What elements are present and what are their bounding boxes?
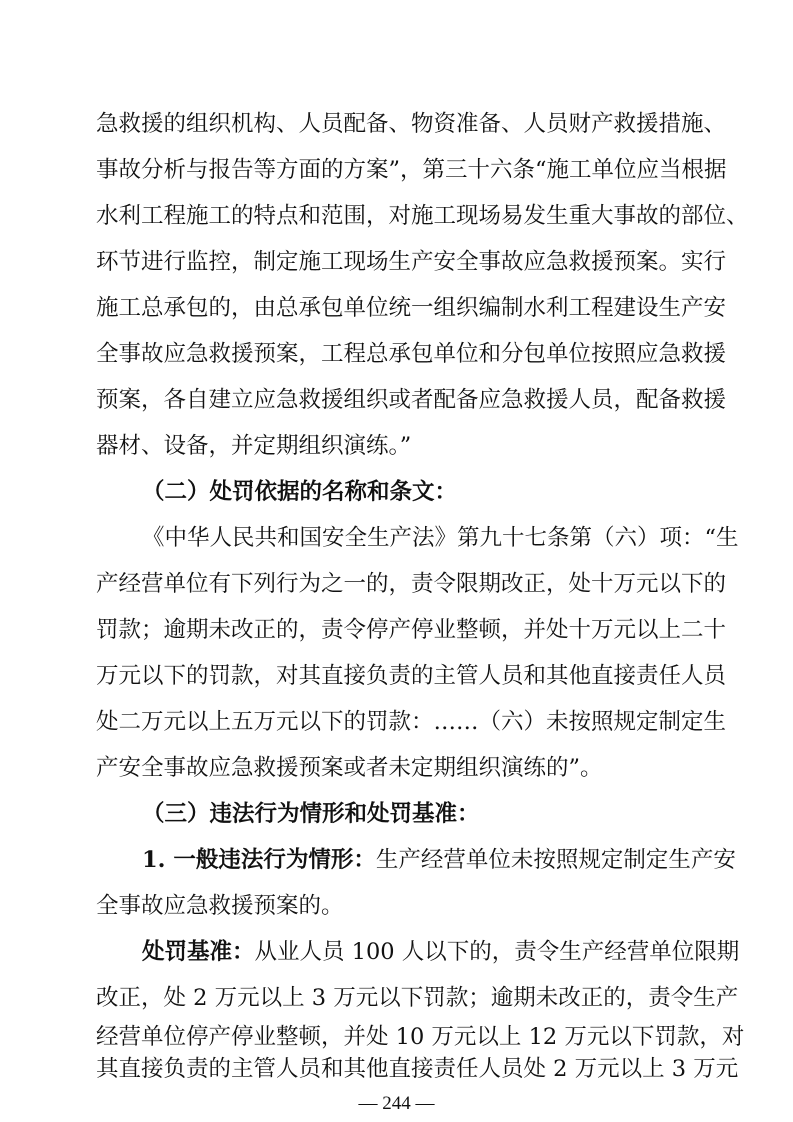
text-line: 环节进行监控，制定施工现场生产安全事故应急救援预案。实行 — [96, 249, 727, 275]
text-line: 万元以下的罚款，对其直接负责的主管人员和其他直接责任人员 — [96, 663, 727, 689]
text-line: 产安全事故应急救援预案或者未定期组织演练的”。 — [96, 755, 603, 781]
text-line: 《中华人民共和国安全生产法》第九十七条第（六）项：“生 — [142, 525, 739, 551]
text-line: 改正，处 2 万元以上 3 万元以下罚款；逾期未改正的，责令生产 — [96, 985, 739, 1011]
text-line: 急救援的组织机构、人员配备、物资准备、人员财产救援措施、 — [96, 111, 727, 137]
text-line: 经营单位停产停业整顿，并处 10 万元以上 12 万元以下罚款，对 — [96, 1024, 745, 1050]
text-line: 预案，各自建立应急救援组织或者配备应急救援人员，配备救援 — [96, 387, 727, 413]
item-label-penalty-standard: 处罚基准： — [142, 939, 255, 965]
section-heading-violation-criteria: （三）违法行为情形和处罚基准： — [142, 801, 480, 827]
text-line: 器材、设备，并定期组织演练。” — [96, 433, 412, 459]
item-text: 生产经营单位未按照规定制定生产安 — [375, 847, 736, 873]
text-line: 其直接负责的主管人员和其他直接责任人员处 2 万元以上 3 万元 — [96, 1056, 739, 1082]
text-line: 处二万元以上五万元以下的罚款：……（六）未按照规定制定生 — [96, 709, 727, 735]
text-line: 施工总承包的，由总承包单位统一组织编制水利工程建设生产安 — [96, 295, 727, 321]
text-line: 全事故应急救援预案的。 — [96, 893, 344, 919]
text-line — [142, 932, 740, 972]
text-line: 罚款；逾期未改正的，责令停产停业整顿，并处十万元以上二十 — [96, 617, 727, 643]
section-heading-penalty-basis: （二）处罚依据的名称和条文： — [142, 479, 458, 505]
text-line: 产经营单位有下列行为之一的，责令限期改正，处十万元以下的 — [96, 571, 727, 597]
text-line: 水利工程施工的特点和范围，对施工现场易发生重大事故的部位、 — [96, 203, 749, 229]
item-label-general-violation: 1. 一般违法行为情形： — [142, 847, 376, 873]
text-line: 事故分析与报告等方面的方案”，第三十六条“施工单位应当根据 — [96, 157, 727, 183]
page-number: — 244 — — [358, 1093, 435, 1114]
text-line — [142, 840, 736, 880]
text-line: 全事故应急救援预案，工程总承包单位和分包单位按照应急救援 — [96, 341, 727, 367]
item-text: 从业人员 100 人以下的，责令生产经营单位限期 — [254, 939, 740, 965]
